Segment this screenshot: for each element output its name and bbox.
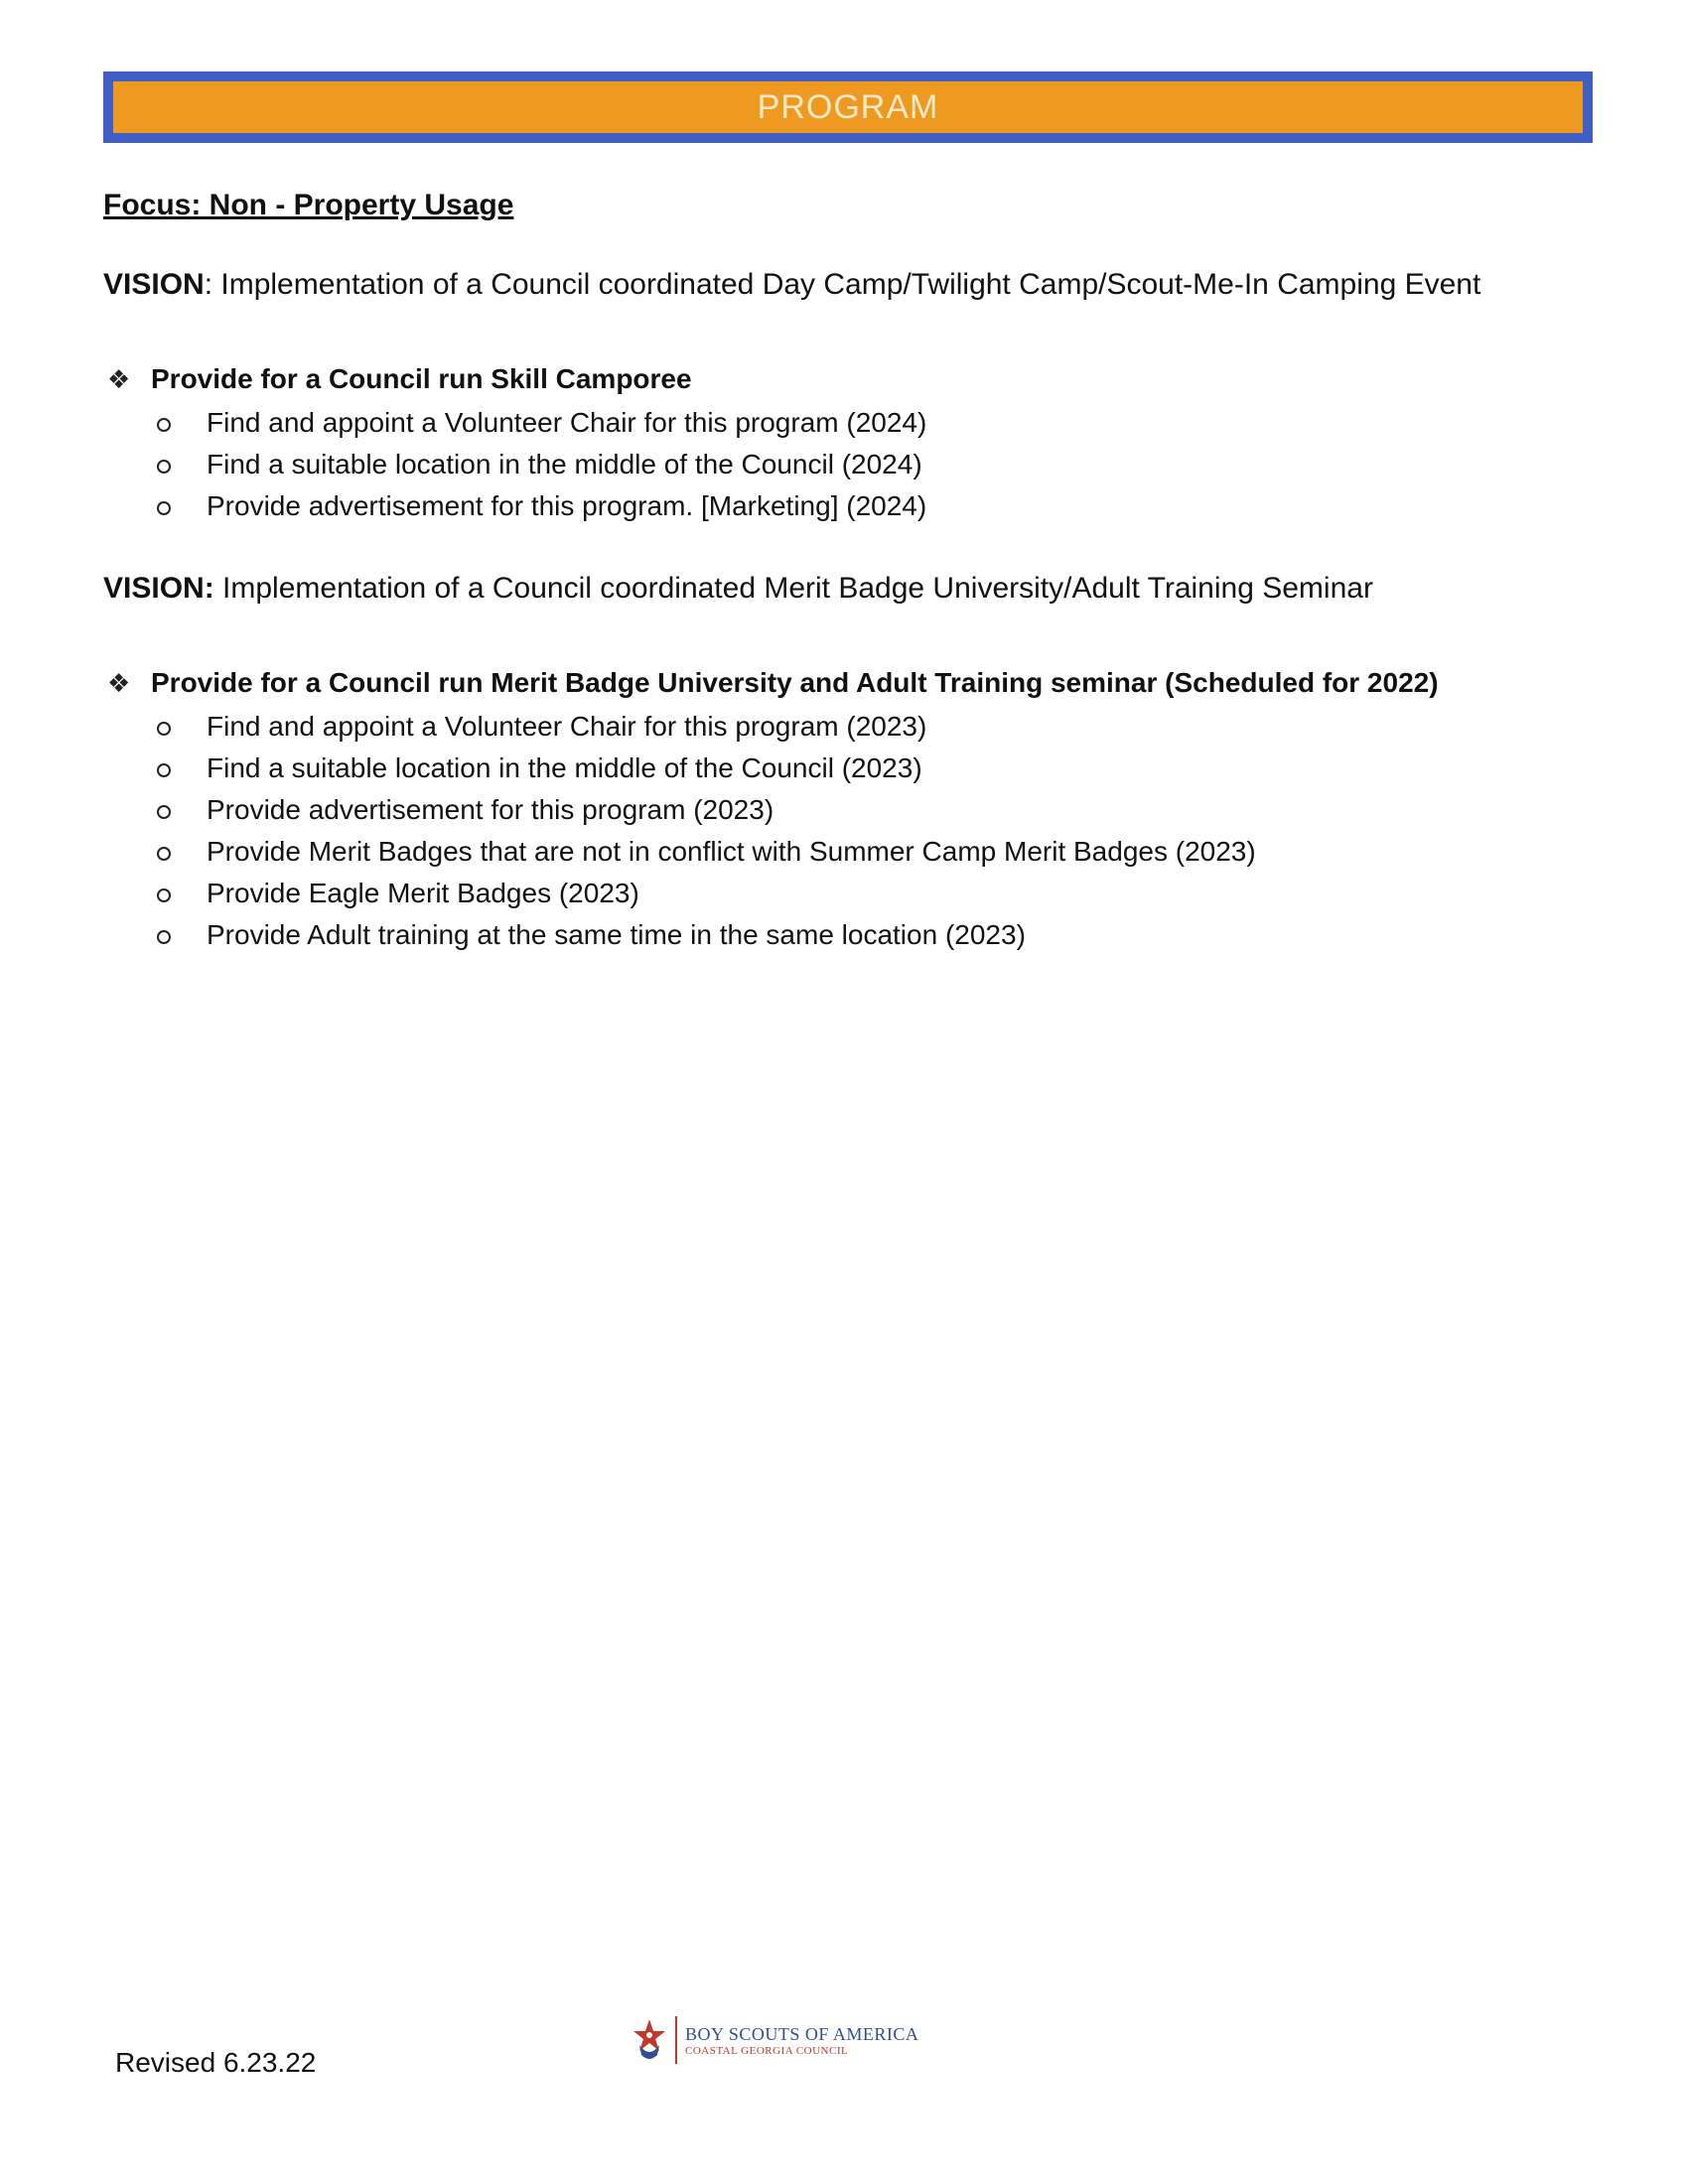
list-item-text: Provide Eagle Merit Badges (2023) — [207, 878, 639, 908]
circle-bullet-icon — [157, 722, 171, 736]
list-item-text: Provide Merit Badges that are not in conflict with Summer Camp Merit Badges (2023) — [207, 836, 1256, 867]
list-item-text: Provide Adult training at the same time in the same location (2023) — [207, 919, 1026, 950]
org-name: BOY SCOUTS OF AMERICA — [685, 2023, 919, 2044]
focus-heading: Focus: Non - Property Usage — [103, 189, 514, 221]
list-item — [157, 490, 926, 522]
bsa-logo — [628, 2015, 918, 2065]
goal-item — [107, 667, 1439, 699]
vision-statement — [103, 572, 1373, 606]
circle-bullet-icon — [157, 460, 171, 474]
list-item — [157, 836, 1256, 868]
list-item — [157, 407, 926, 439]
banner-fill — [113, 81, 1583, 133]
list-item — [157, 919, 1026, 951]
diamond-bullet-icon: ❖ — [107, 667, 131, 698]
list-item-text: Find and appoint a Volunteer Chair for this program (2024) — [207, 407, 927, 438]
list-item-text: Find a suitable location in the middle of the Council (2023) — [207, 752, 922, 783]
list-item — [157, 752, 922, 784]
vision-label: VISION — [103, 268, 205, 301]
goal-item — [107, 363, 692, 395]
vision-label: VISION: — [103, 572, 214, 605]
circle-bullet-icon — [157, 847, 171, 861]
vision-text: Implementation of a Council coordinated Merit Badge University/Adult Training Seminar — [222, 572, 1373, 605]
banner-title: PROGRAM — [757, 87, 939, 126]
list-item-text: Find and appoint a Volunteer Chair for this program (2023) — [207, 711, 927, 742]
circle-bullet-icon — [157, 888, 171, 902]
list-item-text: Find a suitable location in the middle of the Council (2024) — [207, 449, 922, 479]
council-name: COASTAL GEORGIA COUNCIL — [685, 2044, 849, 2057]
list-item — [157, 449, 922, 480]
vision-statement: VISION: Implementation of a Council coordinated Day Camp/Twilight Camp/Scout-Me-In Camping Event — [103, 268, 1481, 301]
circle-bullet-icon — [157, 805, 171, 819]
revision-date: Revised 6.23.22 — [115, 2047, 317, 2078]
bsa-emblem-icon — [628, 2015, 671, 2065]
goal-text: Provide for a Council run Merit Badge University and Adult Training seminar (Scheduled for 2022) — [151, 667, 1439, 698]
diamond-bullet-icon: ❖ — [107, 363, 131, 394]
circle-bullet-icon — [157, 418, 171, 432]
section-banner — [103, 71, 1593, 143]
list-item — [157, 794, 774, 826]
circle-bullet-icon — [157, 930, 171, 944]
list-item-text: Provide advertisement for this program. [Marketing] (2024) — [207, 490, 927, 521]
logo-divider — [675, 2016, 677, 2064]
org-block — [685, 2024, 918, 2057]
circle-bullet-icon — [157, 763, 171, 777]
goal-text: Provide for a Council run Skill Camporee — [151, 363, 692, 394]
list-item — [157, 878, 639, 909]
list-item-text: Provide advertisement for this program (2023) — [207, 794, 774, 825]
circle-bullet-icon — [157, 501, 171, 515]
vision-text: Implementation of a Council coordinated Day Camp/Twilight Camp/Scout-Me-In Camping Event — [220, 268, 1481, 301]
list-item — [157, 711, 926, 743]
